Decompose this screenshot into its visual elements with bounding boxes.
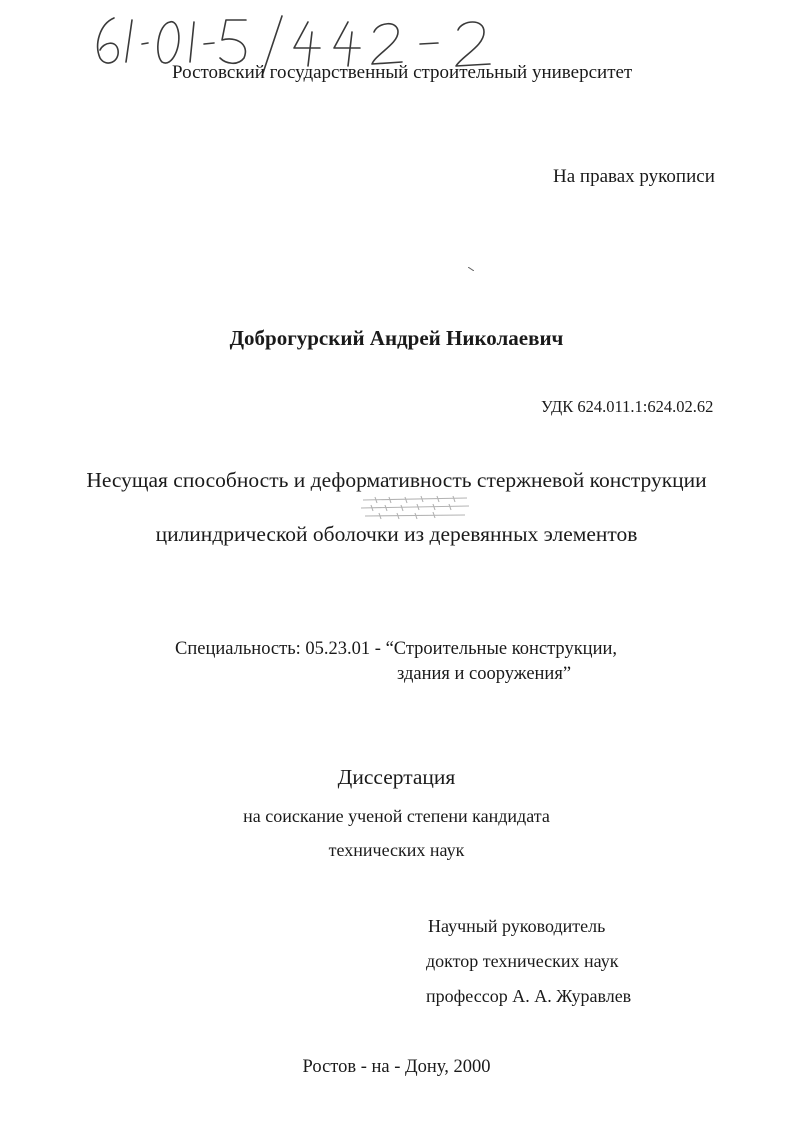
degree-line-2: технических наук bbox=[328, 840, 465, 860]
degree-line-1: на соискание ученой степени кандидата bbox=[243, 806, 550, 826]
specialty-line-1: Специальность: 05.23.01 - “Строительные конструкции, bbox=[175, 639, 618, 659]
author-name: Доброгурский Андрей Николаевич bbox=[229, 326, 564, 350]
university-name: Ростовский государственный строительный университет bbox=[172, 62, 633, 83]
city-and-year: Ростов - на - Дону, 2000 bbox=[302, 1057, 491, 1077]
manuscript-rights-note: На правах рукописи bbox=[553, 166, 715, 187]
dissertation-title-line-1: Несущая способность и деформативность стержневой конструкции bbox=[86, 468, 707, 492]
supervisor-name: профессор А. А. Журавлев bbox=[426, 986, 632, 1006]
stamp-drawing bbox=[355, 494, 475, 524]
scan-speck bbox=[468, 258, 474, 262]
faded-library-stamp bbox=[355, 494, 475, 524]
dissertation-heading: Диссертация bbox=[337, 765, 456, 789]
supervisor-degree: доктор технических наук bbox=[426, 951, 619, 971]
dissertation-title-line-2: цилиндрической оболочки из деревянных элементов bbox=[155, 522, 638, 546]
supervisor-role: Научный руководитель bbox=[428, 916, 606, 936]
specialty-line-2: здания и сооружения” bbox=[397, 664, 572, 684]
udc-code: УДК 624.011.1:624.02.62 bbox=[541, 397, 714, 416]
